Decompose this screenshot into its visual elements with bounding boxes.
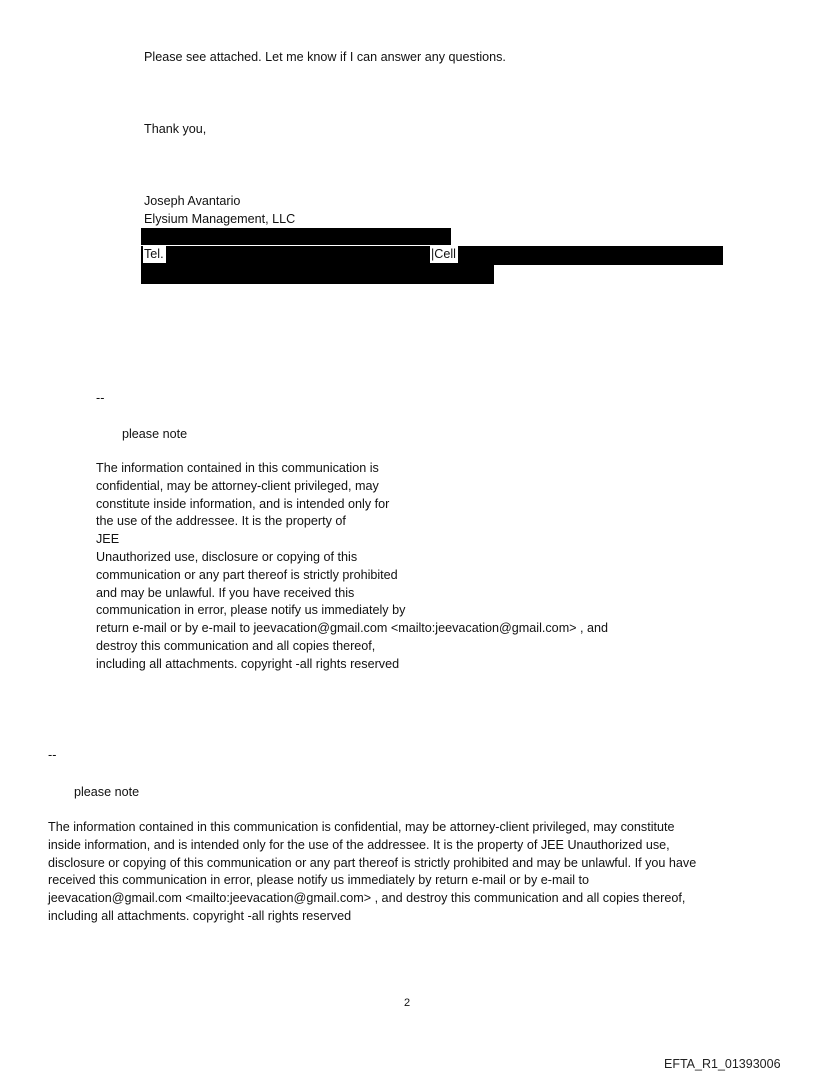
notice-heading: please note <box>74 785 140 799</box>
document-id: EFTA_R1_01393006 <box>664 1057 781 1071</box>
message-closing: Thank you, <box>144 122 207 136</box>
redaction-bar <box>141 228 451 245</box>
confidentiality-notice: The information contained in this communication is confidential, may be attorney-client privileged, may constitute inside information, and is intended only for the use of the addressee. It is the property of JEE Unauthorized use, disclosure or copying of this communication or any part thereof is strictly prohibited and may be unlawful. If you have received this communication in error, please notify us immediately by return e-mail or by e-mail to jeevacation@gmail.com <mailto:jeevacation@gmail.com> , and destroy this communication and all copies thereof, including all attachments. copyright -all rights reserved <box>96 461 609 671</box>
notice-heading: please note <box>122 427 188 441</box>
separator: -- <box>96 391 105 405</box>
signature-company: Elysium Management, LLC <box>144 212 296 226</box>
signature-name: Joseph Avantario <box>144 194 241 208</box>
separator: -- <box>48 748 57 762</box>
confidentiality-notice: The information contained in this communication is confidential, may be attorney-client privileged, may constitute inside information, and is intended only for the use of the addressee. It is the property of JEE Unauthorized use, disclosure or copying of this communication or any part thereof is strictly prohibited and may be unlawful. If you have received this communication in error, please notify us immediately by return e-mail or by e-mail to jeevacation@gmail.com <mailto:jeevacation@gmail.com> , and destroy this communication and all copies thereof, including all attachments. copyright -all rights reserved <box>48 820 697 923</box>
redaction-bar <box>141 265 494 284</box>
tel-label: Tel. <box>144 247 164 261</box>
cell-label: |Cell <box>431 247 456 261</box>
page-number: 2 <box>404 997 411 1009</box>
message-body: Please see attached. Let me know if I can answer any questions. <box>144 50 506 64</box>
